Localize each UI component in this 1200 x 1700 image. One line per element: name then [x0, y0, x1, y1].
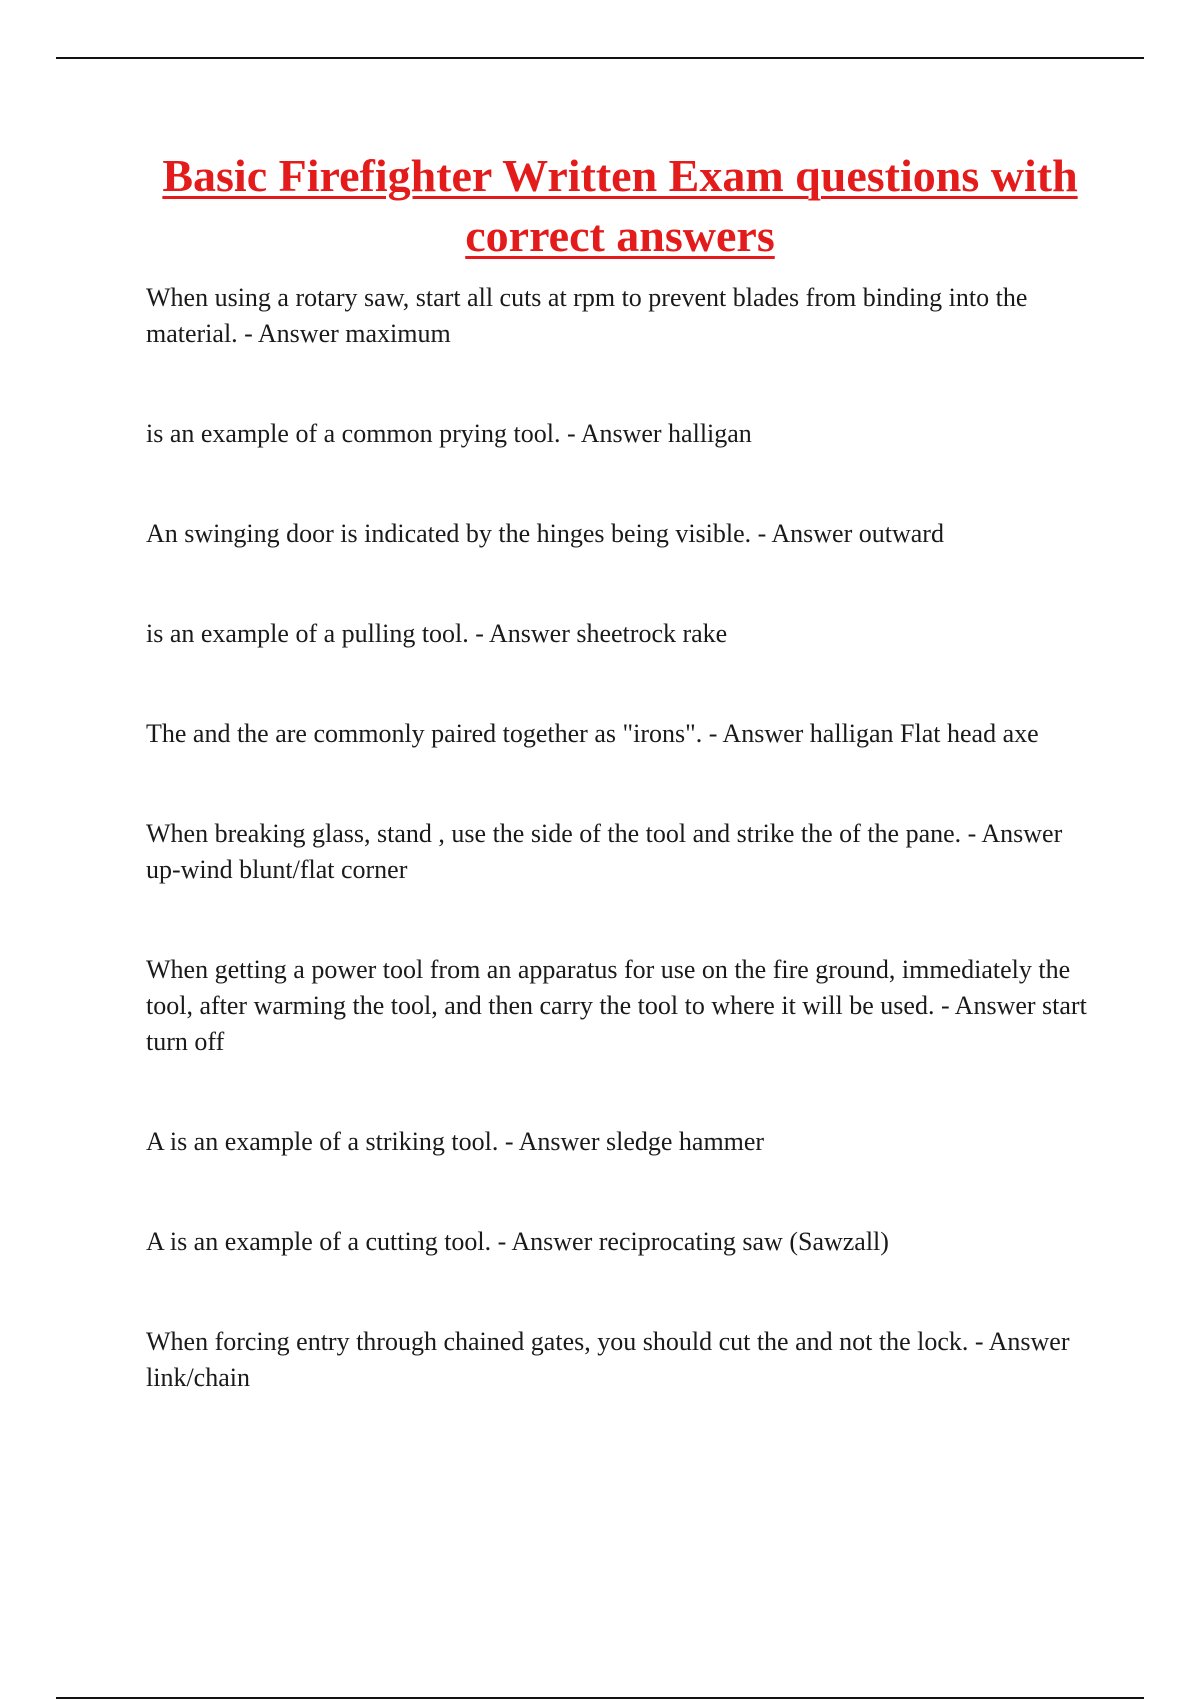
question-item: When breaking glass, stand , use the side of the tool and strike the of the pane. - Answer up-wind blunt/flat corner — [146, 819, 1063, 884]
question-item: is an example of a common prying tool. - Answer halligan — [146, 419, 752, 448]
bottom-rule — [56, 1697, 1144, 1699]
question-item: When forcing entry through chained gates, you should cut the and not the lock. - Answer link/chain — [146, 1327, 1070, 1392]
top-rule — [56, 57, 1144, 59]
question-item: is an example of a pulling tool. - Answer sheetrock rake — [146, 619, 728, 648]
page-title: Basic Firefighter Written Exam questions with correct answers — [162, 150, 1078, 261]
question-item: A is an example of a striking tool. - Answer sledge hammer — [146, 1127, 765, 1156]
question-item: An swinging door is indicated by the hinges being visible. - Answer outward — [146, 519, 944, 548]
question-item: When getting a power tool from an apparatus for use on the fire ground, immediately the tool, after warming the tool, and then carry the tool to where it will be used. - Answer start turn off — [146, 955, 1087, 1056]
question-item: A is an example of a cutting tool. - Answer reciprocating saw (Sawzall) — [146, 1227, 889, 1256]
question-item: When using a rotary saw, start all cuts at rpm to prevent blades from binding into the material. - Answer maximum — [146, 283, 1028, 348]
question-list — [146, 280, 1090, 1396]
question-item: The and the are commonly paired together as "irons". - Answer halligan Flat head axe — [146, 719, 1039, 748]
